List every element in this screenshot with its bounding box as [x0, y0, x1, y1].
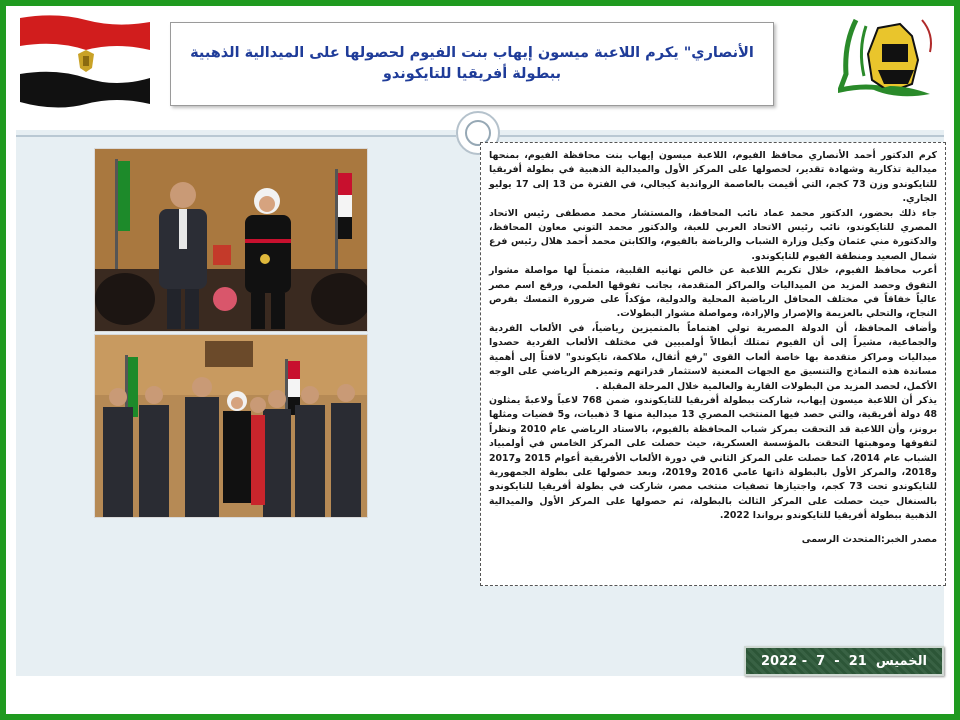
divider-line-right [498, 135, 944, 137]
article-paragraph-4: وأضاف المحافظ، أن الدولة المصرية تولي اهتماماً بالمتميزين رياضياً، في الألعاب الفردية والجماعية، مشيراً إلى أن الفيوم تمتلك أبطالاً أولمبيين في مختلف الألعاب الفردية حصدوا ميداليات ومراكز متقدمة بها خاصة ألعاب القوى "رفع أثقال، ملاكمة، تايكوندو" لافتاً إلى أهمية مساندة هذه النماذج والتنسيق مع الجهات المعنية لاستثمار قدراتهم وتميزهم الرياضي على الوجه الأكمل، لحصد المزيد من البطولات القارية والعالمية خلال المرحلة المقبلة . [489, 322, 937, 392]
headline: الأنصاري" يكرم اللاعبة ميسون إيهاب بنت الفيوم لحصولها على الميدالية الذهبية ببطولة أفريقيا للتايكوندو [190, 45, 754, 82]
article-paragraph-2: جاء ذلك بحضور، الدكتور محمد عماد نائب المحافظ، والمستشار محمد مصطفى رئيس الاتحاد المصري للتايكوندو، نائب رئيس الاتحاد العربي للعبة، والدكتور محمد التوني معاون المحافظ، والدكتورة مني عثمان وكيل وزارة الشباب والرياضة بالفيوم، والكابتن محمد أحمد هلال رئيس فرع شمال الصعيد ومنطقة الفيوم للتايكوندو. [489, 207, 937, 262]
award-ceremony-photo [94, 148, 368, 332]
news-source: مصدر الخبر:المتحدث الرسمى [801, 533, 937, 545]
headline-box [170, 22, 774, 106]
group-photo [94, 334, 368, 518]
article-body [480, 142, 946, 586]
publish-date: الخميس 21 - 7 - 2022 [761, 653, 927, 669]
page [6, 6, 954, 714]
divider-line-left [16, 135, 456, 137]
article-paragraph-3: أعرب محافظ الفيوم، خلال تكريم اللاعبة عن خالص تهانيه القلبية، متمنياً لها مواصلة مشوار التفوق وحصد المزيد من الميداليات والمراكز المتقدمة، بجانب تفوقها العلمي، ورفع اسم مصر عالياً خفاقاً في مختلف المحافل الرياضية المحلية والدولية، مؤكداً على ضرورة التمسك بفرص النجاح، والتحلي بالعزيمة والإصرار والإرادة، ومواصلة مشوار البطولات. [489, 265, 937, 320]
article-paragraph-5: يذكر أن اللاعبة ميسون إيهاب، شاركت ببطولة أفريقيا للتايكوندو، ضمن 768 لاعباً ولاعبةً يمثلون 48 دولة أفريقية، والتي حصد فيها المنتخب المصري 13 ميدالية منها 3 ذهبيات، و5 فضيات ومثلها برونز، وأن اللاعبة قد التحقت بمركز شباب المحافظة بالفيوم، بالاستاد الرياضي عام 2010 ونظراً لتفوقها وموهبتها التحقت بالمؤسسة العسكرية، حيث حصلت على المركز الخامس في أولمبياد الشباب عام 2014، كما حصلت على المركز الثاني في دورة الألعاب الأفريقية أعوام 2015 و2017 و2018، والمركز الأول بالبطولة ذاتها عامي 2016 و2019، وبعد حصولها على بطولة الجمهورية للتايكوندو تحت 73 كجم، واجتيازها تصفيات منتخب مصر، شاركت في بطولة أفريقيا للتايكوندو بالسنغال حيث حصلت على المركز الثالث بالبطولة، ثم حصولها على المركز الأول والميدالية الذهبية ببطولة أفريقيا للتايكوندو برواندا 2022. [489, 394, 937, 522]
date-bar [744, 646, 944, 676]
egypt-flag-image [16, 12, 154, 108]
fayoum-governorate-logo [838, 14, 938, 106]
article-paragraph-1: كرم الدكتور أحمد الأنصاري محافظ الفيوم، اللاعبة ميسون إيهاب بنت محافظة الفيوم، بمنحها ميدالية تذكارية وشهادة تقدير، لحصولها على المركز الأول والميدالية الذهبية في بطولة أفريقيا للتايكوندو وزن 73 كجم، التي أقيمت بالعاصمة الرواندية كيجالي، في الفترة من 13 إلى 17 يوليو الجاري. [489, 150, 938, 205]
